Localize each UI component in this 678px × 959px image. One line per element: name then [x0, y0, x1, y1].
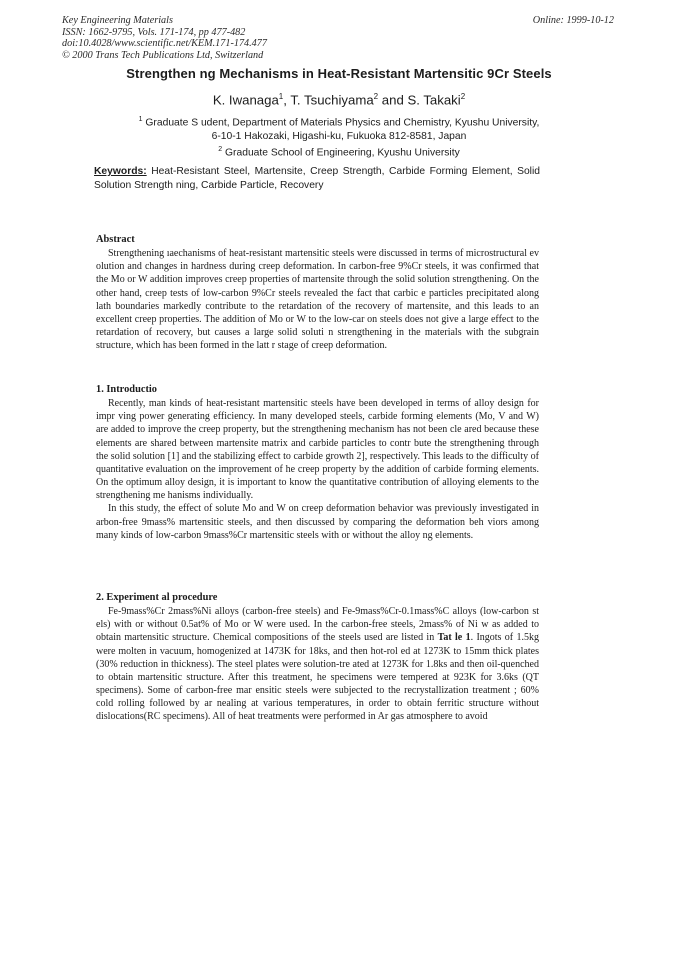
author-list	[0, 92, 678, 107]
author-affiliation-mark: 2	[460, 92, 466, 101]
experimental-paragraph-1	[96, 605, 539, 723]
keywords-label: Keywords:	[94, 166, 147, 177]
abstract-text: Strengthening ıaechanisms of heat-resistant martensitic steels were discussed in terms of microstructural ev olution and changes in hardness during creep deformation. In carbon-free 9%Cr steels, it was confirmed that the Mo or W addition improves creep properties of martensite through the solid solution strengthening. On the other hand, creep tests of low-carbon 9%Cr steels revealed the fact that carbic e particles precipitated along lath boundaries markedly contribute to the retardation of the recovery of martensite, and this leads to an excellent creep properties. The addition of Mo or W to the low-car on steels does not give a large effect to the retardation of recovery, but causes a large solid soluti n strengthening in the materials with the subgrain structure, which has been formed in the latt r stage of creep deformation.	[96, 248, 539, 352]
author-affiliation-mark: 1	[278, 92, 284, 101]
table-reference: Tat le 1	[437, 632, 471, 644]
introduction-paragraph-2: In this study, the effect of solute Mo and W on creep deformation behavior was previously investigated in arbon-free 9mass% martensitic steels, and then discussed by comparing the deformation beh viors among many kinds of low-carbon 9mass%Cr martensitic steels with or without the alloy ng elements.	[96, 503, 539, 541]
affiliation-text: Graduate S udent, Department of Materials Physics and Chemistry, Kyushu University,	[145, 117, 540, 129]
doi-line: doi:10.4028/www.scientific.net/KEM.171-174.477	[62, 38, 267, 50]
keywords-text: Heat-Resistant Steel, Martensite, Creep Strength, Carbide Forming Element, Solid Solution Strength ning, Carbide Particle, Recovery	[94, 166, 540, 191]
experimental-heading: 2. Experiment al procedure	[96, 592, 218, 603]
affiliation-2	[0, 143, 678, 160]
publication-info	[62, 15, 267, 61]
experimental-text-continued: . Ingots of 1.5kg were molten in vacuum, homogenized at 1473K for 18ks, and then hot-rol ed at 1273K to 15mm thick plates (30% reduction in thickness). The steel plates were solution-tre ated at 1273K for 1.8ks and then oil-quenched to obtain martensitic structure. After this treatment, he specimens were tempered at 923K for 3.6ks (QT specimens). Some of carbon-free mar ensitic steels were subjected to the recrystallization treatment ; 60% cold rolling followed by ar nealing at various temperatures, in order to obtain ferritic structure without dislocations(RC specimens). All of heat treatments were performed in Ar gas atmosphere to avoid	[96, 632, 539, 723]
affiliation-address: 6-10-1 Hakozaki, Higashi-ku, Fukuoka 812-8581, Japan	[211, 130, 467, 142]
affiliation-mark: 1	[138, 116, 143, 123]
keywords-block	[94, 165, 540, 192]
author-name: K. Iwanaga	[212, 92, 279, 108]
affiliation-mark: 2	[218, 146, 223, 153]
introduction-paragraph-1: Recently, man kinds of heat-resistant martensitic steels have been developed in terms of alloy design for impr ving power generating efficiency. In many developed steels, carbide forming elements (Mo, V and W) are added to improve the creep property, but the strengthening mechanism has not been cle ared because these elements are shared between martensite matrix and carbide particles to contr bute the strengthening through the solid solution [1] and the stabilizing effect to carbide growth 2], respectively. This leads to the difficulty of quantitative evaluation on the improvement of he creep property by the addition of carbide forming elements. On the optimum alloy design, it is important to know the quantitative contribution of alloying elements to the strengthening me hanisms individually.	[96, 398, 539, 502]
copyright-line: © 2000 Trans Tech Publications Ltd, Switzerland	[62, 49, 264, 61]
affiliation-1	[0, 113, 678, 143]
author-name: , T. Tsuchiyama	[283, 92, 374, 108]
introduction-section	[96, 383, 539, 542]
online-date: Online: 1999-10-12	[532, 15, 614, 26]
abstract-section	[96, 233, 539, 352]
introduction-heading: 1. Introductio	[96, 384, 158, 395]
author-name: and S. Takaki	[378, 92, 461, 108]
abstract-heading: Abstract	[96, 234, 135, 245]
journal-name: Key Engineering Materials	[62, 15, 173, 26]
issn-line: ISSN: 1662-9795, Vols. 171-174, pp 477-482	[62, 26, 246, 38]
author-affiliation-mark: 2	[373, 92, 379, 101]
experimental-text: Fe-9mass%Cr 2mass%Ni alloys (carbon-free steels) and Fe-9mass%Cr-0.1mass%C alloys (low-carbon st els) with or without 0.5at% of Mo or W were used. In the carbon-free steels, 2mass% of Ni w as added to obtain martensitic structure. Chemical compositions of the steels used are listed in	[96, 606, 539, 644]
affiliation-text: Graduate School of Engineering, Kyushu University	[225, 147, 460, 159]
paper-title: Strengthen ng Mechanisms in Heat-Resistant Martensitic 9Cr Steels	[126, 66, 552, 81]
experimental-section	[96, 591, 539, 724]
